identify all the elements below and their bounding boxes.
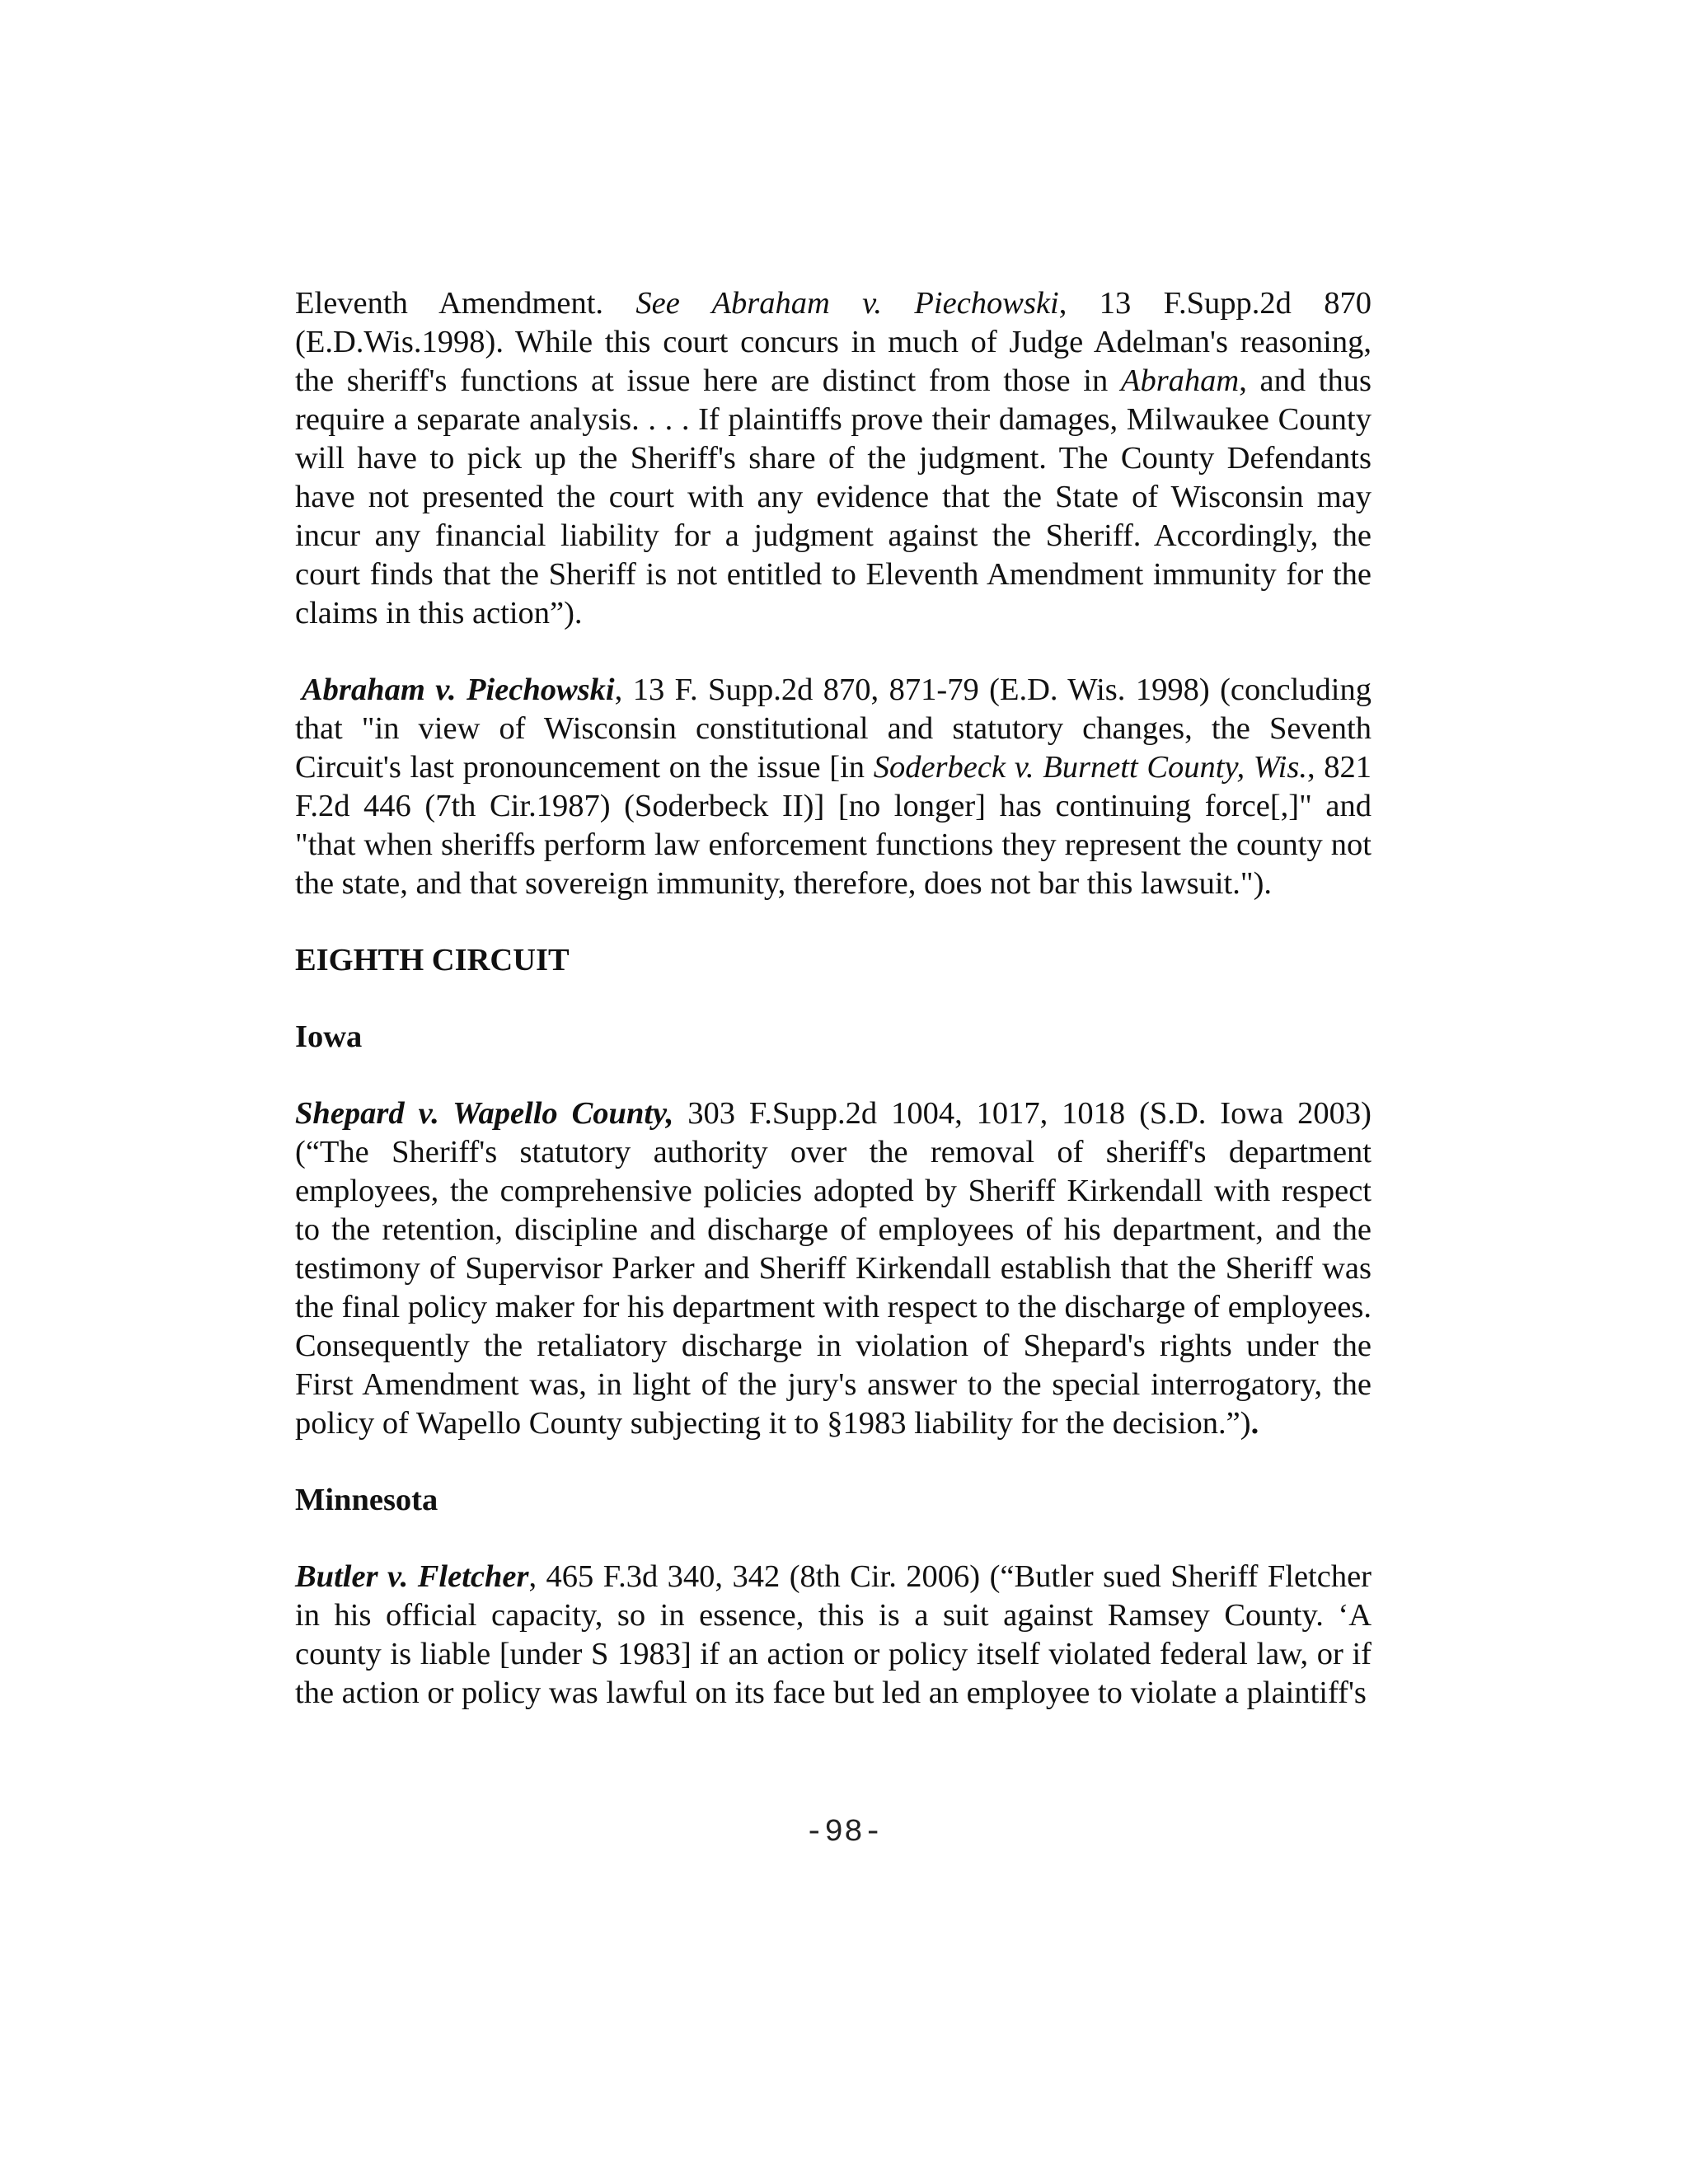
bold-period: .	[1250, 1406, 1259, 1441]
case-name-bold-italic: Abraham v. Piechowski	[302, 673, 615, 707]
text-span: 303 F.Supp.2d 1004, 1017, 1018 (S.D. Iowa 2003) (“The Sheriff's statutory authority over the removal of sheriff's department employees, the comprehensive policies adopted by Sheriff Kirkendall with respect to the retention, discipline and discharge of employees of his department, and the testimony of Supervisor Parker and Sheriff Kirkendall establish that the Sheriff was the final policy maker for his department with respect to the discharge of employees. Consequently the retaliatory discharge in violation of Shepard's rights under the First Amendment was, in light of the jury's answer to the special interrogatory, the policy of Wapello County subjecting it to §1983 liability for the decision.”)	[295, 1096, 1372, 1441]
text-span: Eleventh Amendment.	[295, 286, 636, 321]
text-span: , and thus require a separate analysis. . . . If plaintiffs prove their damages, Milwaukee County will have to pick up the Sheriff's share of the judgment. The County Defendants have not presented the court with any evidence that the State of Wisconsin may incur any financial liability for a judgment against the Sheriff. Accordingly, the court finds that the Sheriff is not entitled to Eleventh Amendment immunity for the claims in this action”).	[295, 363, 1372, 630]
subheading-iowa: Iowa	[295, 1019, 363, 1054]
text-span: , 465 F.3d 340, 342 (8th Cir. 2006) (“Butler sued Sheriff Fletcher in his official capacity, so in essence, this is a suit against Ramsey County. ‘A county is liable [under S 1983] if an action or policy itself violated federal law, or if the action or policy was lawful on its face but led an employee to violate a plaintiff's	[295, 1559, 1372, 1710]
paragraph-eleventh-amendment	[295, 284, 1372, 633]
paragraph-abraham-v-piechowski	[295, 671, 1372, 903]
text-span: , 13 F. Supp.2d 870, 871-79 (E.D. Wis. 1998) (concluding that "in view of Wisconsin constitutional and statutory changes, the Seventh Circuit's last pronouncement on the issue [in	[295, 673, 1372, 785]
subheading-minnesota: Minnesota	[295, 1483, 438, 1517]
paragraph-butler-v-fletcher	[295, 1558, 1372, 1713]
section-heading-eighth-circuit: EIGHTH CIRCUIT	[295, 943, 570, 977]
page-body	[295, 284, 1372, 1713]
text-span: , 13 F.Supp.2d 870 (E.D.Wis.1998). While this court concurs in much of Judge Adelman's reasoning, the sheriff's functions at issue here are distinct from those in	[295, 286, 1372, 398]
case-name-italic: Soderbeck v. Burnett County, Wis.	[873, 750, 1307, 785]
case-name-bold-italic: Butler v. Fletcher	[295, 1559, 529, 1594]
paragraph-shepard-v-wapello	[295, 1094, 1372, 1443]
case-name-italic: Abraham	[1120, 363, 1240, 398]
page-number: -98-	[804, 1815, 884, 1850]
text-span: , 821 F.2d 446 (7th Cir.1987) (Soderbeck II)] [no longer] has continuing force[,]" and "that when sheriffs perform law enforcement functions they represent the county not the state, and that sovereign immunity, therefore, does not bar this lawsuit.").	[295, 750, 1372, 901]
case-name-bold-italic: Shepard v. Wapello County,	[295, 1096, 674, 1131]
case-citation-italic: See Abraham v. Piechowski	[635, 286, 1059, 321]
